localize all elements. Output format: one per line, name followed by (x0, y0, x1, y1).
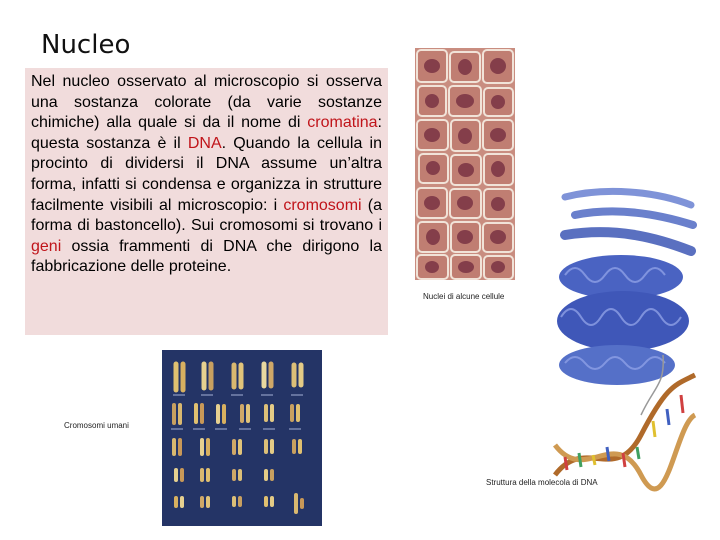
dna-caption: Struttura della molecola di DNA (486, 478, 598, 487)
text-part-2: : questa sostanza è il (31, 114, 382, 152)
text-part-5: ossia frammenti di DNA che dirigono la fabbricazione delle proteine. (31, 237, 382, 276)
text-part-3: . Quando la cellula in procinto di dividersi il DNA assume un’altra forma, infatti si condensa e organizza in strutture facilmente visibili al microscopio: i (31, 134, 382, 214)
chromosomes-caption: Cromosomi umani (64, 421, 129, 430)
term-cromatina: cromatina (307, 114, 378, 132)
term-dna: DNA (187, 134, 222, 152)
text-part-1: Nel nucleo osservato al microscopio si osserva una sostanza colorate (da varie sostanze chimiche) alla quale si da il nome di (31, 73, 382, 132)
nuclei-caption: Nuclei di alcune cellule (423, 292, 505, 301)
cell-nuclei-image (415, 48, 515, 280)
dna-structure-image (545, 185, 697, 495)
text-part-4: (a forma di bastoncello). Sui cromosomi si trovano i (31, 196, 382, 235)
term-cromosomi: cromosomi (283, 196, 362, 214)
slide-title: Nucleo (41, 30, 131, 60)
text-box (25, 68, 388, 335)
term-geni: geni (31, 237, 62, 255)
karyotype-image (162, 350, 322, 526)
